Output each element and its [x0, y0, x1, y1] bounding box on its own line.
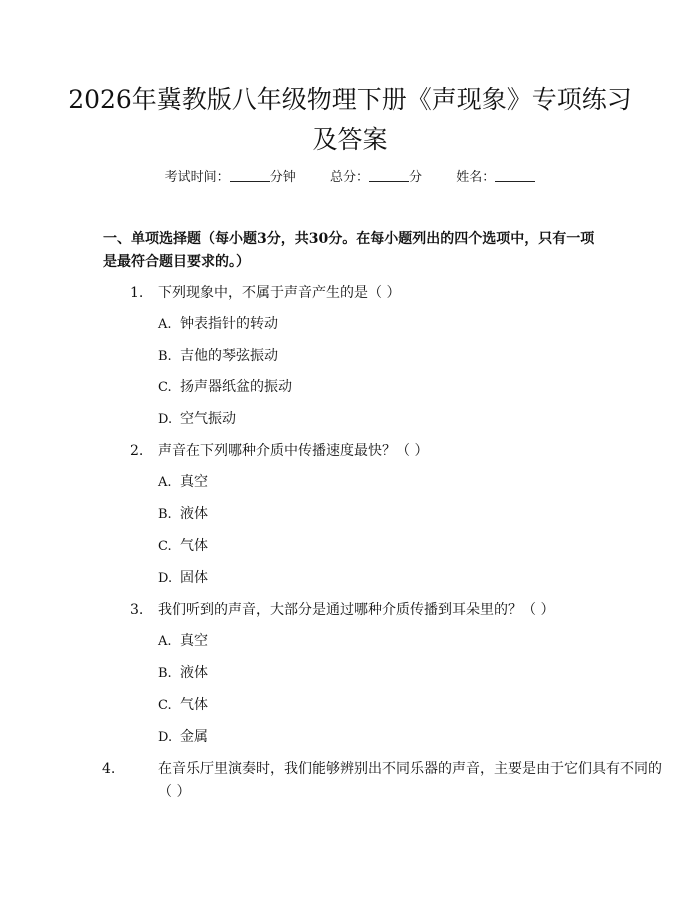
total-score-label: 总分： — [329, 170, 369, 185]
option-letter: D. — [158, 730, 173, 745]
question-text: 下列现象中，不属于声音产生的是（ ） — [158, 285, 401, 301]
option-letter: C. — [158, 698, 172, 713]
option-letter: B. — [158, 349, 172, 364]
exam-time-blank — [230, 169, 270, 182]
exam-time-unit: 分钟 — [269, 170, 296, 185]
option-text: 金属 — [180, 729, 208, 745]
option-text: 气体 — [180, 538, 208, 554]
question-1 — [130, 282, 610, 305]
q3-option-b — [158, 663, 558, 684]
q2-option-a — [158, 472, 558, 493]
option-letter: A. — [158, 475, 172, 490]
option-letter: A. — [158, 317, 172, 332]
q1-option-b — [158, 346, 558, 367]
q3-option-a — [158, 631, 558, 652]
question-text: 声音在下列哪种介质中传播速度最快？（ ） — [158, 443, 429, 459]
option-text: 钟表指针的转动 — [180, 316, 278, 332]
option-letter: B. — [158, 666, 172, 681]
exam-meta — [0, 168, 700, 188]
exam-time-label: 考试时间： — [164, 170, 230, 185]
q2-option-b — [158, 504, 558, 525]
q2-option-c — [158, 536, 558, 557]
option-letter: D. — [158, 571, 173, 586]
question-2 — [130, 440, 610, 463]
question-3 — [130, 599, 610, 622]
question-text: 在音乐厅里演奏时，我们能够辨别出不同乐器的声音，主要是由于它们具有不同的（ ） — [158, 761, 662, 800]
question-number: 3. — [130, 602, 144, 618]
q3-option-c — [158, 695, 558, 716]
option-text: 固体 — [180, 570, 208, 586]
total-score-blank — [369, 169, 409, 182]
question-number: 2. — [130, 443, 144, 459]
q3-option-d — [158, 727, 558, 748]
option-text: 扬声器纸盆的振动 — [180, 379, 292, 395]
q1-option-a — [158, 314, 558, 335]
total-score-unit: 分 — [409, 170, 423, 185]
option-letter: D. — [158, 412, 173, 427]
q1-option-d — [158, 409, 558, 430]
section-heading: 一、单项选择题（每小题3分，共30分。在每小题列出的四个选项中，只有一项是最符合题目要求的。） — [103, 231, 595, 270]
option-text: 真空 — [180, 474, 208, 490]
option-text: 液体 — [180, 665, 208, 681]
question-number: 4. — [102, 761, 116, 777]
q2-option-d — [158, 568, 558, 589]
question-number: 1. — [130, 285, 144, 301]
option-text: 吉他的琴弦振动 — [180, 348, 278, 364]
option-text: 空气振动 — [180, 411, 236, 427]
option-text: 液体 — [180, 506, 208, 522]
question-text: 我们听到的声音，大部分是通过哪种介质传播到耳朵里的？（ ） — [158, 602, 555, 618]
name-label: 姓名： — [456, 170, 496, 185]
name-blank — [495, 169, 535, 182]
q1-option-c — [158, 377, 558, 398]
option-letter: C. — [158, 380, 172, 395]
option-text: 气体 — [180, 697, 208, 713]
document-title: 2026年冀教版八年级物理下册《声现象》专项练习及答案 — [68, 85, 632, 154]
option-text: 真空 — [180, 633, 208, 649]
option-letter: B. — [158, 507, 172, 522]
option-letter: A. — [158, 634, 172, 649]
option-letter: C. — [158, 539, 172, 554]
question-4 — [103, 758, 668, 804]
